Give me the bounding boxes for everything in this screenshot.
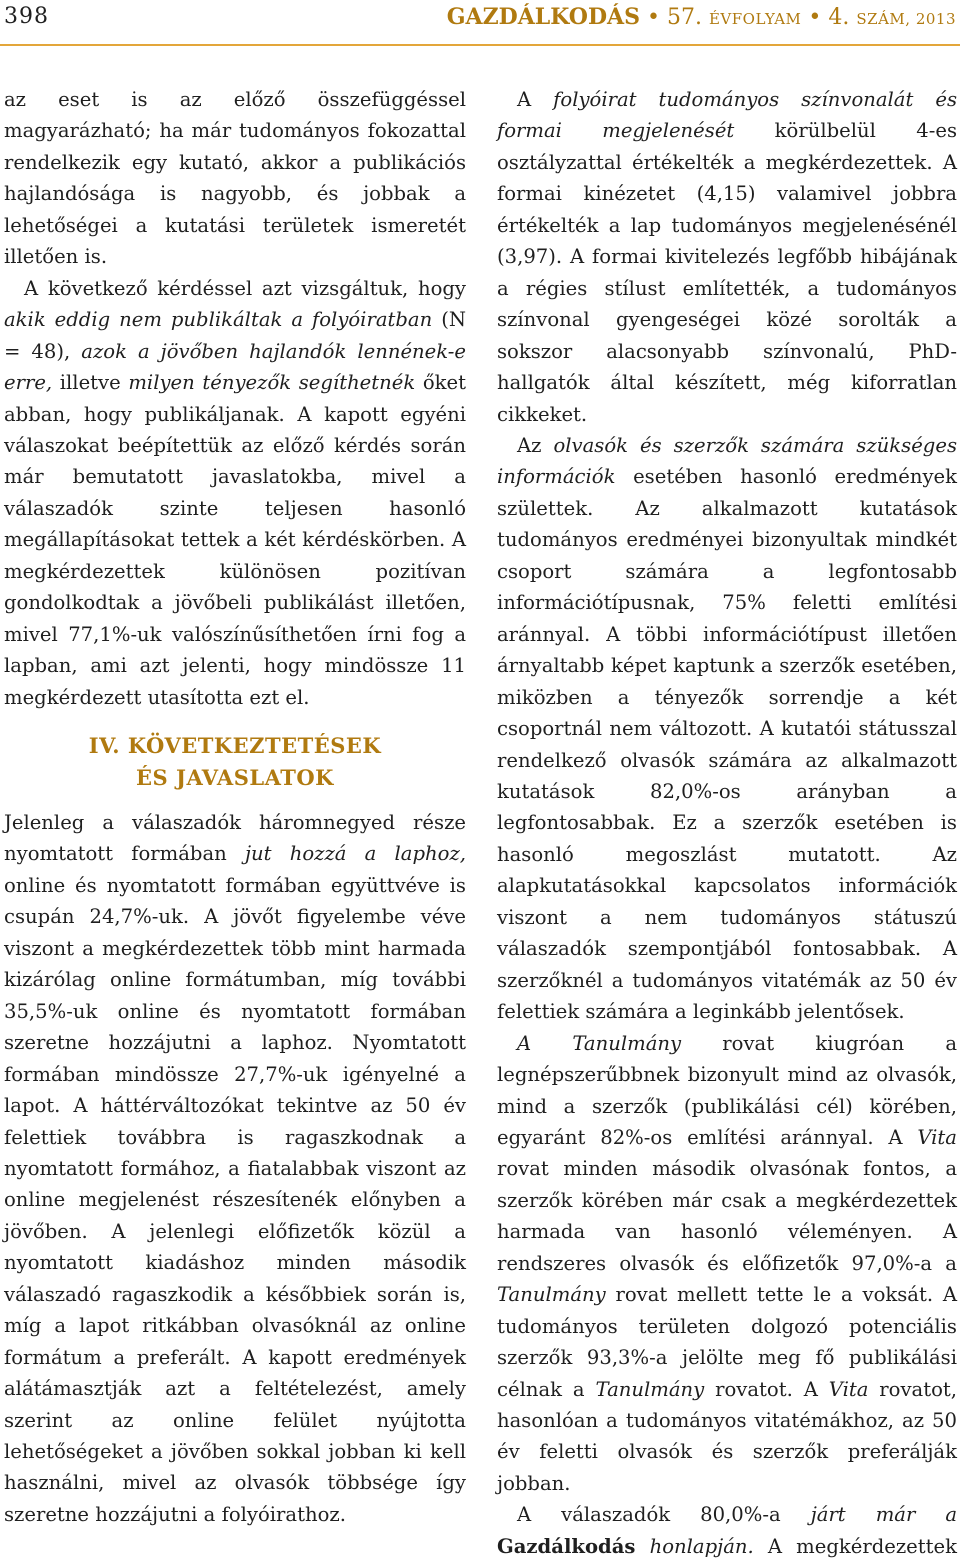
volume-number: 57. bbox=[666, 5, 702, 30]
left-column bbox=[4, 84, 466, 1530]
paragraph: Jelenleg a válaszadók háromnegyed része nyomtatott formában jut hozzá a laphoz, online és nyomtatott formában együttvéve is csupán 24,7%-uk. A jövőt figyelembe véve viszont a megkérdezettek több mint harmada kizárólag online formátumban, míg további 35,5%-uk online és nyomtatott formában szeretne hozzájutni a laphoz. Nyomtatott formában mindössze 27,7%-uk igényelné a lapot. A háttérváltozókat tekintve az 50 év felettiek továbbra is ragaszkodnak a nyomtatott formához, a fiatalabbak viszont az online megjelenést részesítenék előnyben a jövőben. A jelenlegi előfizetők közül a nyomtatott kiadáshoz minden második válaszadó ragaszkodik a későbbiek során is, míg a lapot ritkábban olvasóknál az online formátum a preferált. A kapott eredmények alátámasztják azt a feltételezést, amely szerint az online felület nyújtotta lehetőségeket a jövőben sokkal jobban ki kell használni, mivel az olvasók többsége így szeretne hozzájutni a folyóirathoz. bbox=[4, 810, 466, 1526]
running-title bbox=[447, 4, 956, 30]
separator-bullet: • bbox=[808, 5, 822, 30]
journal-name: GAZDÁLKODÁS bbox=[446, 4, 640, 30]
page-number: 398 bbox=[4, 4, 49, 29]
issue-label: SZÁM, 2013 bbox=[856, 10, 956, 28]
section-heading: IV. KÖVETKEZTETÉSEK ÉS JAVASLATOK bbox=[88, 733, 382, 790]
right-column bbox=[497, 84, 957, 1562]
running-header bbox=[0, 0, 960, 34]
paragraph: Az olvasók és szerzők számára szükséges információk esetében hasonló eredmények születtek. Az alkalmazott kutatások tudományos eredményei bizonyultak mindkét csoport számára a legfontosabb információtípusnak, 75% feletti említési aránnyal. A többi információtípust illetően árnyaltabb képet kaptunk a szerzők esetében, miközben a tényezők sorrendje a két csoportnál nem változott. A kutatói státusszal rendelkező olvasók számára az alkalmazott kutatások 82,0%-os arányban a legfontosabbak. Ez a szerzők esetében is hasonló megoszlást mutatott. Az alapkutatásokkal kapcsolatos információk viszont a nem tudományos státuszú válaszadók szempontjából fontosabbak. A szerzőknél a tudományos vitatémák az 50 év felettiek számára a leginkább jelentősek. bbox=[497, 433, 957, 1024]
paragraph: A válaszadók 80,0%-a járt már a Gazdálkodás honlapján. A megkérdezettek bbox=[497, 1503, 958, 1558]
volume-label: ÉVFOLYAM bbox=[708, 10, 802, 28]
header-rule bbox=[0, 44, 960, 46]
paragraph: A következő kérdéssel azt vizsgáltuk, hogy akik eddig nem publikáltak a folyóiratban (N = 48), azok a jövőben hajlandók lennének-e erre, illetve milyen tényezők segíthetnék őket abban, hogy publikáljanak. A kapott egyéni válaszokat beépítettük az előző kérdés során már bemutatott javaslatokba, mivel a válaszadók szinte teljesen hasonló megállapításokat tettek a két kérdéskörben. A megkérdezettek különösen pozitívan gondolkodtak a jövőbeli publikálást illetően, mivel 77,1%-uk valószínűsíthetően írni fog a lapban, ami azt jelenti, hogy mindössze 11 megkérdezett utasította ezt el. bbox=[4, 276, 467, 709]
paragraph: az eset is az előző összefüggéssel magyarázható; ha már tudományos fokozattal rendelkezik egy kutató, akkor a publikációs hajlandósága is nagyobb, és jobbak a lehetőségei a kutatási területek ismeretét illetően is. bbox=[4, 88, 466, 269]
paragraph: A folyóirat tudományos színvonalát és formai megjelenését körülbelül 4-es osztályzattal értékelték a megkérdezettek. A formai kinézetet (4,15) valamivel jobbra értékelték a lap tudományos megjelenésénél (3,97). A formai kivitelezés legfőbb hibájának a régies stílust említették, a tudományos színvonal gyengeségei közé sorolták a sokszor alacsonyabb színvonalú, PhD-hallgatók által készített, még kiforratlan cikkeket. bbox=[497, 88, 957, 426]
issue-number: 4. bbox=[828, 5, 850, 30]
paragraph: A Tanulmány rovat kiugróan a legnépszerűbbnek bizonyult mind az olvasók, mind a szerzők (publikálási cél) körében, egyaránt 82%-os említési aránnyal. A Vita rovat minden második olvasónak fontos, a szerzők körében már csak a megkérdezettek harmada van hasonló véleményen. A rendszeres olvasók és előfizetők 97,0%-a a Tanulmány rovat mellett tette le a voksát. A tudományos területen dolgozó potenciális szerzők 93,3%-a jelölte meg fő publikálási célnak a Tanulmány rovatot. A Vita rovatot, hasonlóan a tudományos vitatémákhoz, az 50 év feletti olvasók és szerzők preferálják jobban. bbox=[497, 1031, 958, 1495]
separator-bullet: • bbox=[647, 5, 660, 30]
